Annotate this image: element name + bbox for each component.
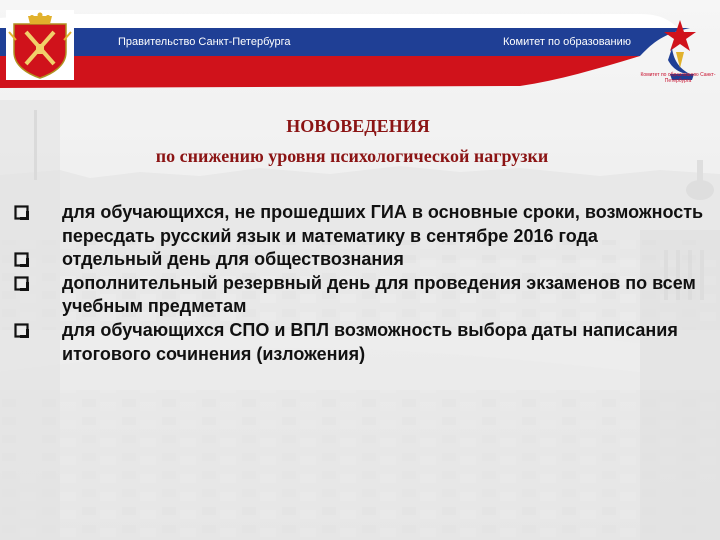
slide-title: НОВОВЕДЕНИЯ bbox=[286, 116, 430, 136]
list-item bbox=[14, 272, 704, 319]
list-item-text: отдельный день для обществознания bbox=[62, 249, 404, 270]
checkbox-bullet-icon bbox=[14, 205, 30, 221]
coat-of-arms-icon bbox=[6, 10, 74, 80]
list-item-text: дополнительный резервный день для проведения экзаменов по всем учебным предметам bbox=[62, 272, 696, 317]
list-item bbox=[14, 201, 704, 248]
government-label: Правительство Санкт-Петербурга bbox=[118, 36, 291, 48]
innovations-list bbox=[14, 201, 704, 366]
list-item-text: для обучающихся СПО и ВПЛ возможность выбора даты написания итогового сочинения (изложения) bbox=[62, 319, 678, 364]
logo-caption: Комитет по образованию Санкт-Петербурга bbox=[640, 72, 716, 84]
checkbox-bullet-icon bbox=[14, 276, 30, 292]
list-item bbox=[14, 248, 704, 272]
checkbox-bullet-icon bbox=[14, 252, 30, 268]
checkbox-bullet-icon bbox=[14, 323, 30, 339]
list-item-text: для обучающихся, не прошедших ГИА в основные сроки, возможность пересдать русский язык и математику в сентябре 2016 года bbox=[62, 202, 704, 246]
committee-label: Комитет по образованию bbox=[503, 36, 631, 48]
slide-subtitle: по снижению уровня психологической нагрузки bbox=[155, 146, 549, 166]
list-item bbox=[14, 319, 704, 366]
